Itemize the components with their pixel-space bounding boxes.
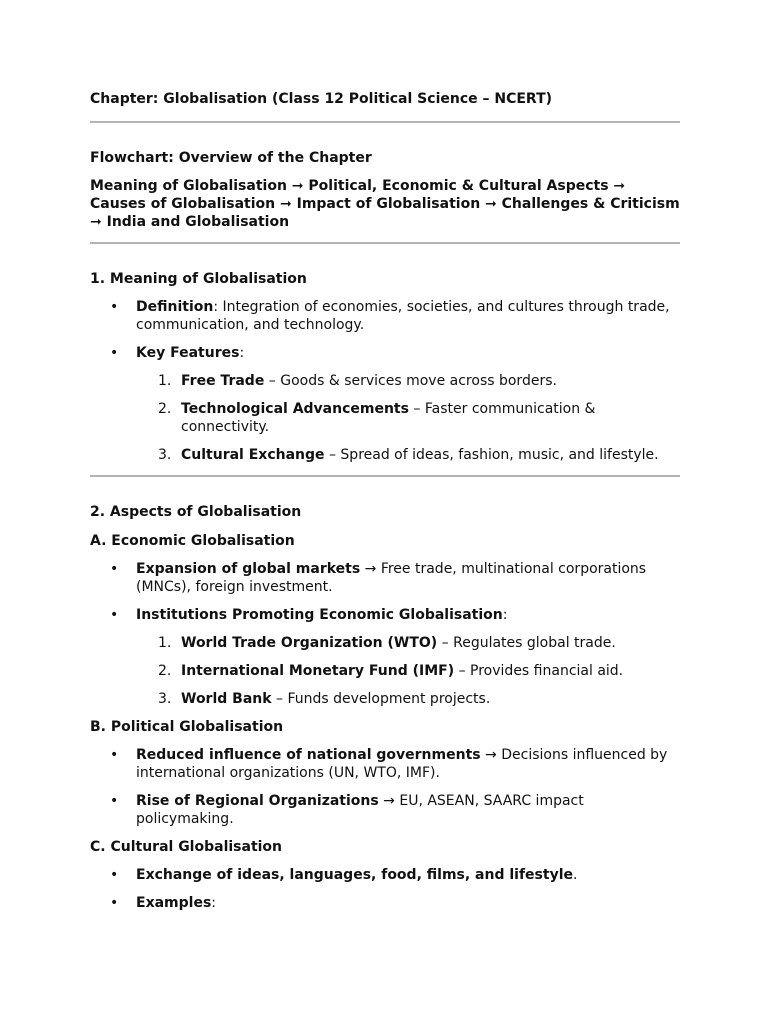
item-label: Key Features (136, 345, 240, 361)
item-number: 3. (158, 447, 172, 463)
section-heading-aspects: 2. Aspects of Globalisation (90, 504, 302, 520)
item-label: Exchange of ideas, languages, food, films, and lifestyle (136, 867, 573, 883)
item-text: → Decisions influenced by international organizations (UN, WTO, IMF). (136, 747, 668, 781)
item-number: 1. (158, 373, 172, 389)
item-text: . (573, 867, 578, 883)
item-text: – Spread of ideas, fashion, music, and lifestyle. (324, 447, 659, 463)
item-text: → EU, ASEAN, SAARC impact policymaking. (136, 793, 584, 827)
divider (90, 242, 680, 244)
item-text: : (211, 895, 216, 911)
document-content (90, 90, 680, 912)
item-text: – Regulates global trade. (437, 635, 616, 651)
list-item (90, 792, 680, 828)
item-label: Examples (136, 895, 212, 911)
divider (90, 475, 680, 477)
item-label: World Trade Organization (WTO) (181, 635, 438, 651)
list-item (90, 634, 680, 652)
item-label: Cultural Exchange (181, 447, 325, 463)
item-text: – Faster communication & connectivity. (181, 401, 596, 435)
subsection-heading-cultural: C. Cultural Globalisation (90, 839, 283, 855)
item-number: 1. (158, 635, 172, 651)
list-item (90, 690, 680, 708)
flowchart-heading: Flowchart: Overview of the Chapter (90, 150, 372, 166)
political-list (90, 746, 680, 828)
section-heading-meaning: 1. Meaning of Globalisation (90, 271, 307, 287)
item-text: – Provides financial aid. (454, 663, 624, 679)
item-label: Rise of Regional Organizations (136, 793, 379, 809)
item-label: International Monetary Fund (IMF) (181, 663, 455, 679)
item-text: – Goods & services move across borders. (264, 373, 557, 389)
features-list (90, 372, 680, 464)
item-label: Definition (136, 299, 214, 315)
list-item (90, 560, 680, 596)
list-item (90, 662, 680, 680)
item-text: – Funds development projects. (271, 691, 491, 707)
list-item (90, 746, 680, 782)
list-item (90, 866, 680, 884)
item-number: 2. (158, 663, 172, 679)
economic-list (90, 560, 680, 624)
list-item (90, 298, 680, 334)
list-item (90, 344, 680, 362)
item-number: 2. (158, 401, 172, 417)
item-number: 3. (158, 691, 172, 707)
divider (90, 121, 680, 123)
list-item (90, 400, 680, 436)
item-label: World Bank (181, 691, 272, 707)
item-label: Free Trade (181, 373, 265, 389)
item-text: : (502, 607, 508, 623)
meaning-list (90, 298, 680, 362)
subsection-heading-economic: A. Economic Globalisation (90, 533, 295, 549)
item-label: Technological Advancements (181, 401, 409, 417)
flowchart-text: Meaning of Globalisation ➞ Political, Economic & Cultural Aspects ➞ Causes of Globalisation ➞ Impact of Globalisation ➞ Challenges & Criticism ➞ India and Globalisation (90, 178, 680, 230)
list-item (90, 606, 680, 624)
item-label: Reduced influence of national governments (136, 747, 481, 763)
cultural-list (90, 866, 680, 912)
item-text: : (239, 345, 245, 361)
item-text: : Integration of economies, societies, and cultures through trade, communication, and technology. (136, 299, 670, 333)
document-title: Chapter: Globalisation (Class 12 Political Science – NCERT) (90, 91, 553, 107)
item-label: Institutions Promoting Economic Globalisation (136, 607, 503, 623)
subsection-heading-political: B. Political Globalisation (90, 719, 284, 735)
institutions-list (90, 634, 680, 708)
item-text: → Free trade, multinational corporations (MNCs), foreign investment. (136, 561, 647, 595)
list-item (90, 446, 680, 464)
list-item (90, 372, 680, 390)
list-item (90, 894, 680, 912)
item-label: Expansion of global markets (136, 561, 361, 577)
